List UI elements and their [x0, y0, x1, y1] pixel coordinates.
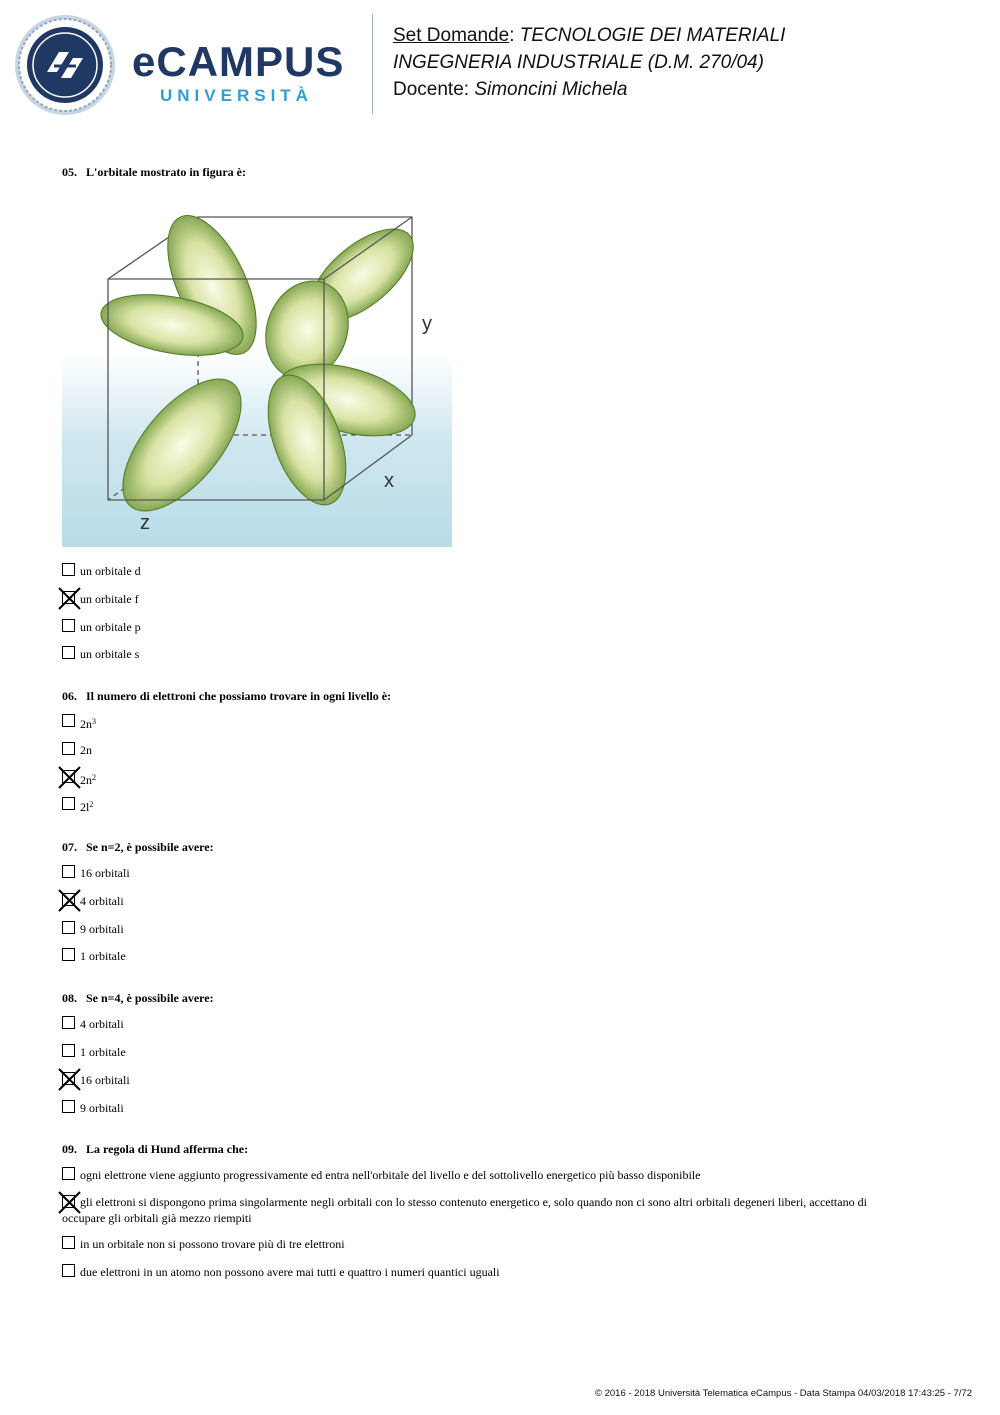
- question-title: 07. Se n=2, è possibile avere:: [62, 840, 214, 854]
- checkbox[interactable]: [62, 1016, 75, 1029]
- question-title: 08. Se n=4, è possibile avere:: [62, 991, 214, 1005]
- ecampus-wordmark: [132, 38, 362, 118]
- checkbox-checked[interactable]: [62, 770, 75, 783]
- axis-x-label: x: [384, 470, 394, 492]
- checkbox-checked[interactable]: [62, 591, 75, 604]
- course-info: Set Domande: TECNOLOGIE DEI MATERIALI INGEGNERIA INDUSTRIALE (D.M. 270/04) Docente: Simoncini Michela: [393, 25, 786, 100]
- set-label: Set Domande: [393, 25, 510, 46]
- logo-subtitle: UNIVERSITÀ: [160, 86, 313, 105]
- checkbox[interactable]: [62, 921, 75, 934]
- checkbox-checked[interactable]: [62, 1195, 75, 1208]
- x-mark-icon: [59, 1069, 80, 1090]
- course-line: INGEGNERIA INDUSTRIALE (D.M. 270/04): [393, 52, 764, 73]
- docente-name: Simoncini Michela: [474, 79, 628, 100]
- checkbox[interactable]: [62, 1100, 75, 1113]
- checkbox[interactable]: [62, 797, 75, 810]
- checkbox[interactable]: [62, 742, 75, 755]
- page-footer: © 2016 - 2018 Università Telematica eCampus - Data Stampa 04/03/2018 17:43:25 - 7/72: [594, 1388, 972, 1399]
- checkbox[interactable]: [62, 619, 75, 632]
- university-seal-logo: [14, 14, 116, 116]
- page-header: [0, 0, 1000, 130]
- header-divider: [372, 14, 373, 114]
- checkbox-checked[interactable]: [62, 893, 75, 906]
- x-mark-icon: [59, 588, 80, 609]
- docente-label: Docente:: [393, 79, 470, 100]
- checkbox[interactable]: [62, 1264, 75, 1277]
- checkbox[interactable]: [62, 948, 75, 961]
- checkbox[interactable]: [62, 1236, 75, 1249]
- checkbox[interactable]: [62, 1044, 75, 1057]
- answer-option[interactable]: gli elettroni si dispongono prima singolarmente negli orbitali con lo stesso contenuto energetico e, solo quando non ci sono altri orbitali degeneri liberi, accettano di occupare gli orbitali già mezzo riempiti: [62, 1195, 942, 1229]
- question-title: 09. La regola di Hund afferma che:: [62, 1142, 249, 1156]
- set-value: TECNOLOGIE DEI MATERIALI: [519, 25, 786, 46]
- checkbox[interactable]: [62, 646, 75, 659]
- checkbox[interactable]: [62, 714, 75, 727]
- axis-y-label: y: [422, 313, 432, 335]
- question-title: 05. L'orbitale mostrato in figura è:: [62, 165, 246, 179]
- x-mark-icon: [59, 890, 80, 911]
- question-title: 06. Il numero di elettroni che possiamo trovare in ogni livello è:: [62, 689, 392, 703]
- logo-word: eCAMPUS: [132, 38, 345, 85]
- checkbox[interactable]: [62, 563, 75, 576]
- checkbox-checked[interactable]: [62, 1072, 75, 1085]
- axis-z-label: z: [140, 512, 150, 534]
- checkbox[interactable]: [62, 1167, 75, 1180]
- checkbox[interactable]: [62, 865, 75, 878]
- x-mark-icon: [59, 767, 80, 788]
- orbital-figure: [62, 195, 452, 547]
